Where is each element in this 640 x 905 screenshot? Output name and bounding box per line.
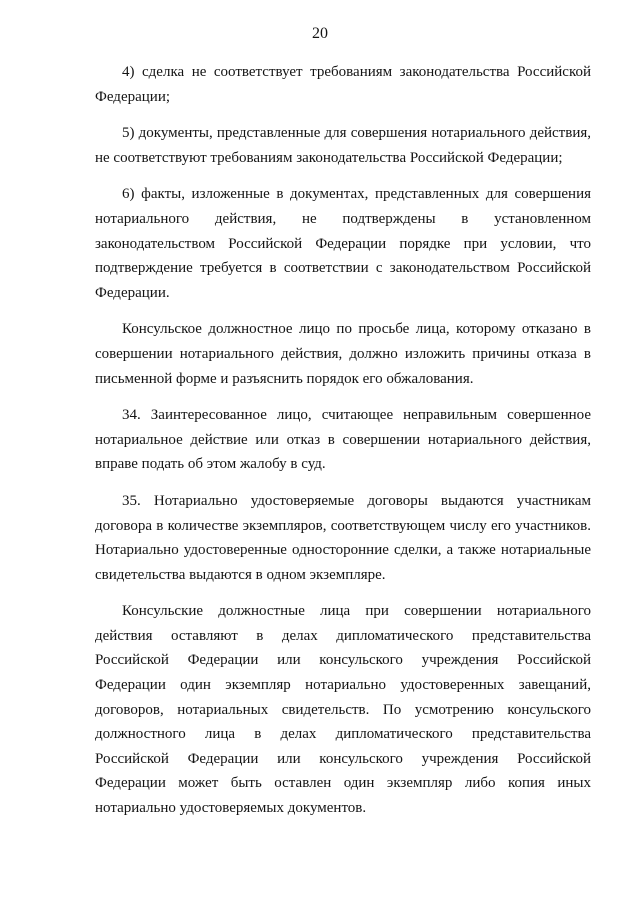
paragraph-item-5: 5) документы, представленные для совершения нотариального действия, не соответствуют требованиям законодательства Российской Федерации; bbox=[95, 125, 591, 166]
paragraph-35: 35. Нотариально удостоверяемые договоры выдаются участникам договора в количестве экземпляров, соответствующем числу его участников. Нотариально удостоверенные односторонние сделки, а также нотариальные свидетельства выдаются в одном экземпляре. bbox=[95, 492, 591, 583]
page-number: 20 bbox=[312, 25, 328, 42]
body-text bbox=[95, 60, 591, 833]
paragraph-refusal-reasons: Консульское должностное лицо по просьбе лица, которому отказано в совершении нотариального действия, должно изложить причины отказа в письменной форме и разъяснить порядок его обжалования. bbox=[95, 321, 591, 387]
paragraph-retained-copies: Консульские должностные лица при совершении нотариального действия оставляют в делах дипломатического представительства Российской Федерации или консульского учреждения Российской Федерации один экземпляр нотариально удостоверенных завещаний, договоров, нотариальных свидетельств. По усмотрению консульского должностного лица в делах дипломатического представительства Российской Федерации или консульского учреждения Российской Федерации может быть оставлен один экземпляр либо копия иных нотариально удостоверяемых документов. bbox=[95, 603, 591, 817]
paragraph-34: 34. Заинтересованное лицо, считающее неправильным совершенное нотариальное действие или отказ в совершении нотариального действия, вправе подать об этом жалобу в суд. bbox=[95, 407, 591, 473]
paragraph-item-6: 6) факты, изложенные в документах, представленных для совершения нотариального действия, не подтверждены в установленном законодательством Российской Федерации порядке при условии, что подтверждение требуется в соответствии с законодательством Российской Федерации. bbox=[95, 186, 591, 301]
paragraph-item-4: 4) сделка не соответствует требованиям законодательства Российской Федерации; bbox=[95, 64, 591, 105]
